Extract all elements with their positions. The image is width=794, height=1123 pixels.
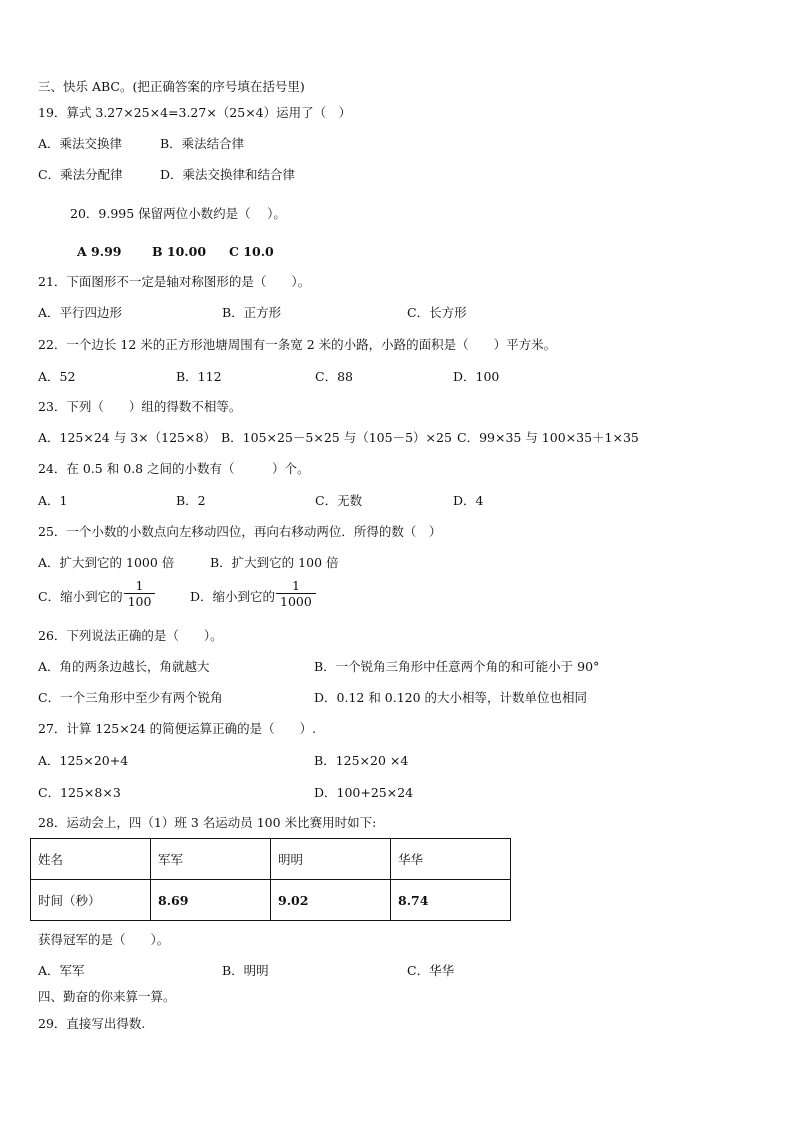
table-cell: 8.74 — [391, 880, 511, 921]
option-b: B．乘法结合律 — [160, 136, 245, 151]
option-c: C．125×8×3 — [38, 785, 121, 800]
option-b: B．明明 — [222, 963, 269, 978]
question-stem: 23．下列（ ）组的得数不相等。 — [38, 399, 242, 414]
race-times-table — [30, 838, 511, 921]
option-d: D．0.12 和 0.120 的大小相等，计数单位也相同 — [314, 690, 588, 705]
fraction-denominator: 100 — [124, 593, 156, 609]
question-stem: 20．9.995 保留两位小数约是（ ）。 — [70, 206, 286, 221]
question-stem: 22．一个边长 12 米的正方形池塘周围有一条宽 2 米的小路，小路的面积是（ ）平方米。 — [38, 337, 557, 352]
option-a: A．125×24 与 3×（125×8） — [38, 430, 216, 445]
option-d: D．4 — [453, 493, 484, 508]
option-b: B．2 — [176, 493, 206, 508]
option-a: A．乘法交换律 — [38, 136, 123, 151]
question-stem: 28．运动会上，四（1）班 3 名运动员 100 米比赛用时如下: — [38, 815, 377, 830]
option-c: C 10.0 — [229, 244, 274, 259]
option-b: B．扩大到它的 100 倍 — [210, 555, 339, 570]
table-row — [31, 880, 511, 921]
table-cell: 姓名 — [31, 839, 151, 880]
option-d — [190, 578, 316, 613]
question-stem: 24．在 0.5 和 0.8 之间的小数有（ ）个。 — [38, 461, 310, 476]
question-stem: 26．下列说法正确的是（ ）。 — [38, 628, 223, 643]
question-stem: 27．计算 125×24 的简便运算正确的是（ ）. — [38, 721, 317, 736]
option-d: D．乘法交换律和结合律 — [160, 167, 296, 182]
option-c: C．一个三角形中至少有两个锐角 — [38, 690, 223, 705]
option-d: D．100+25×24 — [314, 785, 414, 800]
fraction — [276, 578, 316, 609]
option-c: C．99×35 与 100×35＋1×35 — [457, 430, 639, 445]
option-c-text: C．缩小到它的 — [38, 589, 123, 604]
table-cell: 华华 — [391, 839, 511, 880]
option-a: A．52 — [38, 369, 76, 384]
option-c: C．无数 — [315, 493, 363, 508]
table-cell: 明明 — [271, 839, 391, 880]
question-stem: 25．一个小数的小数点向左移动四位，再向右移动两位．所得的数（ ） — [38, 524, 442, 539]
option-c: C．华华 — [407, 963, 455, 978]
option-b: B．125×20 ×4 — [314, 753, 409, 768]
option-b: B．105×25－5×25 与（105－5）×25 — [221, 430, 452, 445]
option-c: C．乘法分配律 — [38, 167, 123, 182]
question-stem: 19．算式 3.27×25×4=3.27×（25×4）运用了（ ） — [38, 105, 352, 120]
option-a: A．1 — [38, 493, 68, 508]
fraction-numerator: 1 — [291, 578, 300, 593]
option-a: A 9.99 — [77, 244, 122, 259]
table-cell: 8.69 — [151, 880, 271, 921]
option-c — [38, 578, 155, 613]
option-a: A．扩大到它的 1000 倍 — [38, 555, 175, 570]
table-cell: 军军 — [151, 839, 271, 880]
option-a: A．角的两条边越长，角就越大 — [38, 659, 210, 674]
option-b: B．正方形 — [222, 305, 282, 320]
table-cell: 时间（秒） — [31, 880, 151, 921]
fraction — [124, 578, 156, 609]
table-cell: 9.02 — [271, 880, 391, 921]
question-stem: 21．下面图形不一定是轴对称图形的是（ ）。 — [38, 274, 311, 289]
question-29: 29．直接写出得数. — [38, 1016, 146, 1031]
option-a: A．125×20+4 — [38, 753, 129, 768]
option-b: B．一个锐角三角形中任意两个角的和可能小于 90° — [314, 659, 600, 674]
option-a: A．平行四边形 — [38, 305, 123, 320]
fraction-numerator: 1 — [135, 578, 144, 593]
option-b: B 10.00 — [152, 244, 207, 259]
option-b: B．112 — [176, 369, 222, 384]
section-4-title: 四、勤奋的你来算一算。 — [38, 989, 176, 1004]
table-row — [31, 839, 511, 880]
section-3-title: 三、快乐 ABC。(把正确答案的序号填在括号里) — [38, 79, 305, 94]
option-d: D．100 — [453, 369, 500, 384]
option-d-text: D．缩小到它的 — [190, 589, 276, 604]
question-prompt: 获得冠军的是（ ）。 — [38, 932, 170, 947]
option-c: C．88 — [315, 369, 353, 384]
option-a: A．军军 — [38, 963, 85, 978]
option-c: C．长方形 — [407, 305, 467, 320]
fraction-denominator: 1000 — [276, 593, 316, 609]
